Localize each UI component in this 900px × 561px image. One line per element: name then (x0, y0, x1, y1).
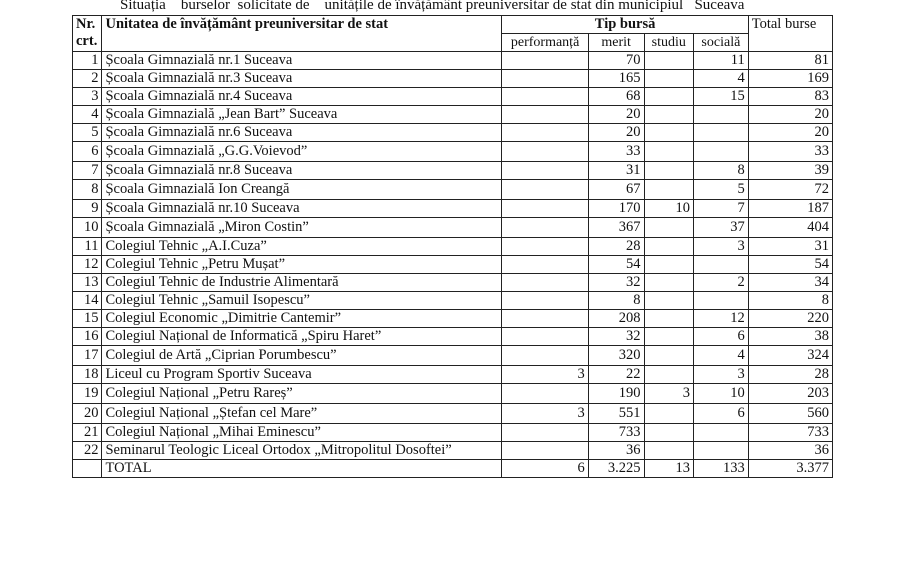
row-unit-name: Școala Gimnazială nr.6 Suceava (102, 124, 502, 142)
row-nr: 9 (73, 200, 102, 218)
row-performanta (502, 52, 588, 70)
row-unit-name: Școala Gimnazială nr.3 Suceava (102, 70, 502, 88)
row-nr: 6 (73, 142, 102, 162)
table-row (73, 404, 833, 424)
row-studiu (644, 310, 693, 328)
row-total: 31 (748, 238, 832, 256)
row-merit: 32 (588, 328, 644, 346)
table-row (73, 384, 833, 404)
row-total: 8 (748, 292, 832, 310)
row-merit: 28 (588, 238, 644, 256)
row-sociala: 37 (693, 218, 748, 238)
table-row (73, 200, 833, 218)
row-unit-name: Colegiul Național „Ștefan cel Mare” (102, 404, 502, 424)
row-sociala: 8 (693, 162, 748, 180)
row-performanta (502, 424, 588, 442)
table-row (73, 346, 833, 366)
row-performanta (502, 328, 588, 346)
header-total: Total burse (748, 16, 832, 52)
total-row (73, 460, 833, 478)
row-studiu (644, 256, 693, 274)
row-unit-name: Școala Gimnazială nr.4 Suceava (102, 88, 502, 106)
row-total: 28 (748, 366, 832, 384)
row-total: 560 (748, 404, 832, 424)
row-merit: 190 (588, 384, 644, 404)
row-merit: 170 (588, 200, 644, 218)
row-performanta (502, 442, 588, 460)
row-performanta (502, 346, 588, 366)
row-sociala: 4 (693, 346, 748, 366)
row-nr: 14 (73, 292, 102, 310)
row-sociala: 5 (693, 180, 748, 200)
table-row (73, 124, 833, 142)
row-merit: 32 (588, 274, 644, 292)
row-total: 34 (748, 274, 832, 292)
table-row (73, 70, 833, 88)
row-studiu (644, 162, 693, 180)
row-performanta (502, 274, 588, 292)
row-nr: 17 (73, 346, 102, 366)
row-sociala (693, 292, 748, 310)
row-nr: 1 (73, 52, 102, 70)
row-sociala (693, 442, 748, 460)
row-performanta (502, 310, 588, 328)
table-row (73, 52, 833, 70)
header-tip-bursa: Tip bursă (502, 16, 748, 34)
total-merit: 3.225 (588, 460, 644, 478)
row-total: 20 (748, 106, 832, 124)
row-total: 169 (748, 70, 832, 88)
row-studiu: 10 (644, 200, 693, 218)
subheader-performanta: performanță (502, 34, 588, 52)
row-studiu (644, 328, 693, 346)
row-merit: 68 (588, 88, 644, 106)
row-merit: 367 (588, 218, 644, 238)
table-row (73, 366, 833, 384)
table-row (73, 142, 833, 162)
row-sociala: 6 (693, 404, 748, 424)
row-total: 220 (748, 310, 832, 328)
table-row (73, 218, 833, 238)
row-performanta (502, 218, 588, 238)
row-sociala (693, 106, 748, 124)
row-merit: 54 (588, 256, 644, 274)
row-studiu (644, 442, 693, 460)
row-sociala: 4 (693, 70, 748, 88)
row-studiu (644, 366, 693, 384)
total-burse: 3.377 (748, 460, 832, 478)
row-performanta (502, 70, 588, 88)
subheader-merit: merit (588, 34, 644, 52)
row-sociala: 3 (693, 366, 748, 384)
row-sociala: 15 (693, 88, 748, 106)
row-nr: 13 (73, 274, 102, 292)
row-total: 81 (748, 52, 832, 70)
table-body (73, 52, 833, 460)
row-total: 733 (748, 424, 832, 442)
row-performanta: 3 (502, 366, 588, 384)
row-performanta (502, 142, 588, 162)
total-performanta: 6 (502, 460, 588, 478)
row-nr: 16 (73, 328, 102, 346)
row-performanta (502, 384, 588, 404)
row-merit: 22 (588, 366, 644, 384)
row-unit-name: Colegiul Tehnic de Industrie Alimentară (102, 274, 502, 292)
row-unit-name: Colegiul Economic „Dimitrie Cantemir” (102, 310, 502, 328)
header-nr: Nr. crt. (73, 16, 102, 52)
row-merit: 733 (588, 424, 644, 442)
row-studiu (644, 70, 693, 88)
row-merit: 20 (588, 124, 644, 142)
row-studiu (644, 52, 693, 70)
row-unit-name: Școala Gimnazială „G.G.Voievod” (102, 142, 502, 162)
row-unit-name: Școala Gimnazială „Jean Bart” Suceava (102, 106, 502, 124)
document-title: Situația burselor solicitate de unitățile de învățământ preuniversitar de stat din municipiul Suceava (120, 0, 745, 13)
row-sociala: 10 (693, 384, 748, 404)
row-sociala (693, 124, 748, 142)
row-unit-name: Colegiul Național „Mihai Eminescu” (102, 424, 502, 442)
table-row (73, 292, 833, 310)
row-studiu (644, 404, 693, 424)
row-total: 38 (748, 328, 832, 346)
row-merit: 551 (588, 404, 644, 424)
row-total: 39 (748, 162, 832, 180)
row-performanta (502, 238, 588, 256)
row-performanta (502, 88, 588, 106)
row-total: 404 (748, 218, 832, 238)
table-row (73, 162, 833, 180)
row-nr: 5 (73, 124, 102, 142)
row-studiu (644, 106, 693, 124)
scholarship-table (72, 15, 833, 478)
row-unit-name: Colegiul Național „Petru Rareș” (102, 384, 502, 404)
row-nr: 12 (73, 256, 102, 274)
row-studiu (644, 238, 693, 256)
row-merit: 33 (588, 142, 644, 162)
header-unit: Unitatea de învățământ preuniversitar de stat (102, 16, 502, 52)
row-unit-name: Școala Gimnazială nr.10 Suceava (102, 200, 502, 218)
row-merit: 165 (588, 70, 644, 88)
total-studiu: 13 (644, 460, 693, 478)
row-nr: 8 (73, 180, 102, 200)
row-nr: 22 (73, 442, 102, 460)
table-row (73, 106, 833, 124)
row-total: 324 (748, 346, 832, 366)
row-merit: 320 (588, 346, 644, 366)
row-merit: 67 (588, 180, 644, 200)
row-unit-name: Școala Gimnazială nr.8 Suceava (102, 162, 502, 180)
table-row (73, 256, 833, 274)
row-sociala: 12 (693, 310, 748, 328)
table-row (73, 424, 833, 442)
total-label: TOTAL (102, 460, 502, 478)
row-unit-name: Colegiul Național de Informatică „Spiru Haret” (102, 328, 502, 346)
row-total: 20 (748, 124, 832, 142)
row-merit: 20 (588, 106, 644, 124)
row-sociala (693, 256, 748, 274)
row-unit-name: Colegiul Tehnic „A.I.Cuza” (102, 238, 502, 256)
row-nr: 21 (73, 424, 102, 442)
table-row (73, 238, 833, 256)
row-studiu (644, 274, 693, 292)
table-row (73, 180, 833, 200)
row-unit-name: Colegiul Tehnic „Petru Mușat” (102, 256, 502, 274)
row-unit-name: Școala Gimnazială „Miron Costin” (102, 218, 502, 238)
row-total: 203 (748, 384, 832, 404)
row-nr: 11 (73, 238, 102, 256)
row-sociala: 2 (693, 274, 748, 292)
subheader-studiu: studiu (644, 34, 693, 52)
row-merit: 208 (588, 310, 644, 328)
row-studiu (644, 180, 693, 200)
row-total: 83 (748, 88, 832, 106)
row-performanta (502, 162, 588, 180)
row-merit: 70 (588, 52, 644, 70)
row-performanta: 3 (502, 404, 588, 424)
row-unit-name: Liceul cu Program Sportiv Suceava (102, 366, 502, 384)
row-nr: 19 (73, 384, 102, 404)
row-studiu (644, 124, 693, 142)
total-sociala: 133 (693, 460, 748, 478)
table-row (73, 310, 833, 328)
row-sociala: 3 (693, 238, 748, 256)
row-performanta (502, 124, 588, 142)
row-unit-name: Școala Gimnazială nr.1 Suceava (102, 52, 502, 70)
row-sociala (693, 142, 748, 162)
row-merit: 31 (588, 162, 644, 180)
row-studiu (644, 346, 693, 366)
row-performanta (502, 180, 588, 200)
row-studiu (644, 218, 693, 238)
row-sociala: 11 (693, 52, 748, 70)
row-nr: 20 (73, 404, 102, 424)
row-unit-name: Colegiul de Artă „Ciprian Porumbescu” (102, 346, 502, 366)
row-unit-name: Seminarul Teologic Liceal Ortodox „Mitropolitul Dosoftei” (102, 442, 502, 460)
row-nr: 3 (73, 88, 102, 106)
row-performanta (502, 106, 588, 124)
row-studiu (644, 142, 693, 162)
row-nr: 2 (73, 70, 102, 88)
header-row (73, 16, 833, 34)
row-nr: 4 (73, 106, 102, 124)
row-nr: 10 (73, 218, 102, 238)
table-row (73, 328, 833, 346)
row-total: 36 (748, 442, 832, 460)
row-studiu (644, 88, 693, 106)
row-total: 72 (748, 180, 832, 200)
subheader-sociala: socială (693, 34, 748, 52)
row-nr: 7 (73, 162, 102, 180)
row-unit-name: Colegiul Tehnic „Samuil Isopescu” (102, 292, 502, 310)
total-nr-cell (73, 460, 102, 478)
row-sociala (693, 424, 748, 442)
row-nr: 15 (73, 310, 102, 328)
row-total: 54 (748, 256, 832, 274)
row-performanta (502, 256, 588, 274)
row-total: 187 (748, 200, 832, 218)
table-row (73, 88, 833, 106)
row-merit: 8 (588, 292, 644, 310)
row-nr: 18 (73, 366, 102, 384)
row-total: 33 (748, 142, 832, 162)
row-performanta (502, 292, 588, 310)
row-performanta (502, 200, 588, 218)
table-row (73, 442, 833, 460)
row-studiu: 3 (644, 384, 693, 404)
row-studiu (644, 424, 693, 442)
row-sociala: 7 (693, 200, 748, 218)
row-unit-name: Școala Gimnazială Ion Creangă (102, 180, 502, 200)
row-merit: 36 (588, 442, 644, 460)
row-studiu (644, 292, 693, 310)
table-row (73, 274, 833, 292)
row-sociala: 6 (693, 328, 748, 346)
